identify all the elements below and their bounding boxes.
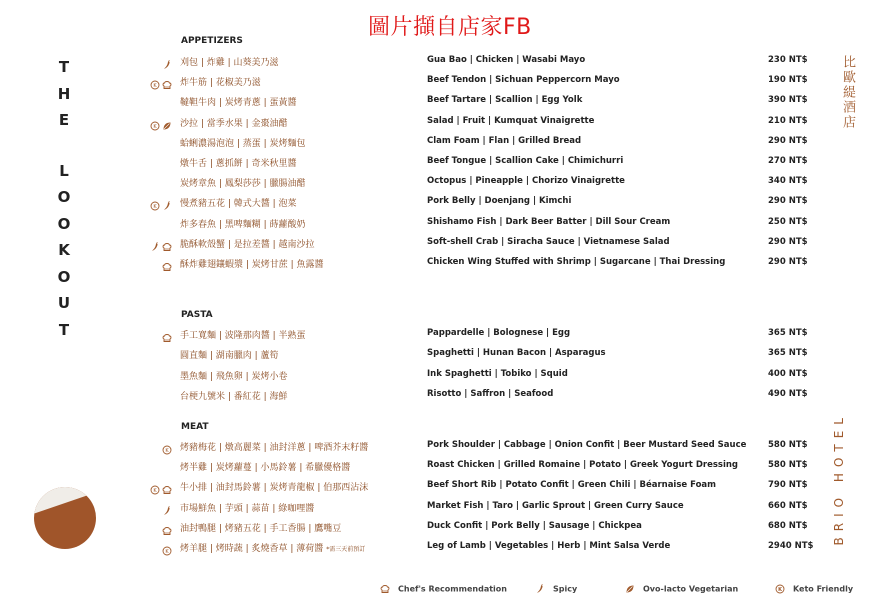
dish-icons <box>140 479 176 495</box>
brand-vertical-title <box>56 54 72 343</box>
spicy-icon <box>162 501 172 511</box>
dish-name-chinese <box>180 541 365 554</box>
dish-icons <box>140 327 176 343</box>
brand-letter: E <box>58 111 70 129</box>
dish-price: 580 NT$ <box>768 440 808 450</box>
dish-icons <box>140 135 176 151</box>
dish-price: 680 NT$ <box>768 520 808 531</box>
brand-letter: H <box>57 84 71 103</box>
dish-icons <box>140 347 176 363</box>
dish-name-chinese-text: 蛤蜊濃湯泡泡 | 蒸蛋 | 炭烤麵包 <box>180 138 306 149</box>
chef-icon <box>380 585 394 594</box>
dish-name-chinese <box>180 389 288 402</box>
svg-text:K: K <box>153 204 157 211</box>
section-title-appetizers: APPETIZERS <box>181 36 243 46</box>
menu-item-row <box>140 135 820 151</box>
dish-price: 400 NT$ <box>768 368 808 379</box>
dish-name-english: Pork Belly | Doenjang | Kimchi <box>427 196 572 207</box>
dish-icons <box>140 236 176 252</box>
dish-icons <box>140 388 176 404</box>
spicy-icon <box>162 55 172 65</box>
dish-name-english: Octopus | Pineapple | Chorizo Vinaigrette <box>427 176 625 187</box>
dish-price: 290 NT$ <box>768 135 808 146</box>
svg-text:K: K <box>153 488 157 495</box>
dish-price: 365 NT$ <box>768 348 808 359</box>
menu-item-row <box>140 155 820 171</box>
section-title-meat: MEAT <box>181 422 209 432</box>
dish-name-english: Beef Tendon | Sichuan Peppercorn Mayo <box>427 75 620 86</box>
keto-icon <box>775 585 789 594</box>
chef-icon <box>162 257 172 267</box>
brand-letter: O <box>57 188 71 206</box>
menu-item-row <box>140 94 820 110</box>
dish-name-english: Salad | Fruit | Kumquat Vinaigrette <box>427 115 595 126</box>
dish-price: 390 NT$ <box>768 95 808 106</box>
dish-name-english: Market Fish | Taro | Garlic Sprout | Green Curry Sauce <box>427 500 684 511</box>
dish-icons <box>140 520 176 536</box>
dish-icons <box>140 54 176 70</box>
dish-name-chinese <box>180 55 279 68</box>
menu-item-row <box>140 74 820 90</box>
dish-name-chinese <box>180 196 297 209</box>
dish-name-english: Shishamo Fish | Dark Beer Batter | Dill Sour Cream <box>427 216 671 227</box>
dish-name-chinese <box>180 116 288 129</box>
dish-name-english: Beef Tongue | Scallion Cake | Chimichurri <box>427 156 624 166</box>
menu-item-row <box>140 520 820 536</box>
dish-price: 660 NT$ <box>768 500 808 511</box>
dish-name-chinese-text: 牛小排 | 油封馬鈴薯 | 炭烤青龍椒 | 伯那西沾沫 <box>180 483 369 494</box>
brand-letter: U <box>57 294 71 312</box>
chef-icon <box>162 521 172 531</box>
dish-name-chinese <box>180 217 306 230</box>
dish-name-chinese <box>180 369 288 382</box>
dish-name-english: Pappardelle | Bolognese | Egg <box>427 328 571 338</box>
menu-item-row <box>140 479 820 495</box>
dish-name-chinese <box>180 480 368 493</box>
dish-name-chinese-text: 慢煮豬五花 | 韓式大醬 | 泡菜 <box>180 199 297 210</box>
dish-price: 580 NT$ <box>768 460 808 471</box>
dish-name-english: Risotto | Saffron | Seafood <box>427 388 554 399</box>
menu-item-row <box>140 388 820 404</box>
dish-icons <box>140 94 176 110</box>
dish-name-chinese <box>180 348 279 361</box>
dish-name-english: Beef Short Rib | Potato Confit | Green Chili | Béarnaise Foam <box>427 480 717 491</box>
dish-name-chinese-text: 烤半雞 | 炭烤蘿蔓 | 小馬鈴薯 | 希臘優格醬 <box>180 463 351 474</box>
dish-price: 290 NT$ <box>768 257 808 267</box>
chef-icon <box>162 480 172 490</box>
dish-name-english: Pork Shoulder | Cabbage | Onion Confit | Beer Mustard Seed Sauce <box>427 440 747 450</box>
dish-name-chinese <box>180 521 341 534</box>
dish-name-chinese-text: 墨魚麵 | 飛魚卵 | 炭烤小卷 <box>180 371 288 382</box>
dish-name-chinese <box>180 95 297 108</box>
dish-name-chinese-text: 燉牛舌 | 蔥抓餅 | 奇米秋里醬 <box>180 159 297 169</box>
keto-icon <box>162 541 172 555</box>
dish-icons <box>140 115 176 131</box>
dish-name-chinese <box>180 257 324 270</box>
svg-text:K: K <box>165 448 169 454</box>
legend-chef: Chef's Recommendation <box>380 584 507 594</box>
menu-item-row <box>140 216 820 232</box>
veg-icon <box>625 585 639 594</box>
keto-icon <box>150 196 160 211</box>
legend-keto: K Keto Friendly <box>775 584 853 594</box>
brand-letter: L <box>59 161 69 180</box>
menu-item-row <box>140 327 820 343</box>
dish-price: 250 NT$ <box>768 216 808 227</box>
icon-legend <box>380 584 860 598</box>
dish-note: *需三天前預訂 <box>326 546 366 553</box>
dish-name-chinese-text: 脆酥軟殼蟹 | 是拉差醬 | 越南沙拉 <box>180 239 315 250</box>
dish-name-chinese-text: 炭烤章魚 | 鳳梨莎莎 | 臘腸油醋 <box>180 179 306 190</box>
dish-name-chinese <box>180 501 314 514</box>
dish-price: 790 NT$ <box>768 480 808 491</box>
dish-name-english: Spaghetti | Hunan Bacon | Asparagus <box>427 348 606 359</box>
chef-icon <box>162 75 172 85</box>
keto-icon <box>150 480 160 495</box>
dish-name-chinese-text: 沙拉 | 當季水果 | 金棗油醋 <box>180 118 288 129</box>
dish-name-chinese <box>180 328 306 341</box>
dish-price: 270 NT$ <box>768 156 808 166</box>
dish-icons <box>140 155 176 171</box>
dish-name-chinese-text: 韃靼牛肉 | 炭烤青蔥 | 蛋黃醬 <box>180 98 297 109</box>
menu-item-row <box>140 500 820 516</box>
legend-vegetarian: Ovo-lacto Vegetarian <box>625 584 738 594</box>
menu-item-row <box>140 175 820 191</box>
menu-item-row <box>140 54 820 70</box>
keto-icon <box>150 75 160 90</box>
brand-letter: T <box>58 320 70 339</box>
dish-price: 290 NT$ <box>768 236 808 247</box>
dish-price: 210 NT$ <box>768 115 808 126</box>
dish-name-chinese-text: 烤羊腿 | 烤時蔬 | 炙燒香草 | 薄荷醬 <box>180 544 324 554</box>
dish-name-chinese-text: 手工寬麵 | 波隆那肉醬 | 半熟蛋 <box>180 331 306 341</box>
decorative-half-circle <box>33 470 97 550</box>
dish-name-english: Ink Spaghetti | Tobiko | Squid <box>427 368 568 379</box>
hotel-name-english: BRIO HOTEL <box>832 412 846 546</box>
dish-price: 340 NT$ <box>768 176 808 187</box>
dish-price: 190 NT$ <box>768 75 808 86</box>
menu-item-row <box>140 195 820 211</box>
menu-item-row <box>140 540 820 556</box>
dish-name-chinese <box>180 237 315 250</box>
menu-item-row <box>140 256 820 272</box>
dish-name-chinese <box>180 136 306 149</box>
dish-name-chinese <box>180 440 368 453</box>
menu-item-row <box>140 347 820 363</box>
dish-name-chinese-text: 炸牛筋 | 花椒美乃滋 <box>180 78 261 89</box>
brand-letter: O <box>57 214 71 233</box>
brand-letter: O <box>57 267 71 286</box>
menu-item-row <box>140 459 820 475</box>
dish-name-english: Gua Bao | Chicken | Wasabi Mayo <box>427 55 586 65</box>
dish-name-english: Clam Foam | Flan | Grilled Bread <box>427 135 582 146</box>
menu-item-row <box>140 236 820 252</box>
hotel-name-chinese: 比歐緹酒店 <box>840 55 855 130</box>
spicy-icon <box>535 585 549 594</box>
spicy-icon <box>150 237 160 247</box>
dish-name-english: Chicken Wing Stuffed with Shrimp | Sugarcane | Thai Dressing <box>427 257 726 267</box>
dish-icons <box>140 368 176 384</box>
dish-icons <box>140 256 176 272</box>
menu-item-row <box>140 368 820 384</box>
dish-name-chinese-text: 烤豬梅花 | 燉高麗菜 | 油封洋蔥 | 啤酒芥末籽醬 <box>180 443 369 453</box>
dish-name-chinese <box>180 176 306 189</box>
dish-icons <box>140 540 176 556</box>
legend-spicy: Spicy <box>535 584 577 594</box>
dish-price: 230 NT$ <box>768 55 808 65</box>
svg-text:K: K <box>153 123 157 130</box>
keto-icon <box>162 440 172 454</box>
svg-text:K: K <box>165 549 169 555</box>
dish-icons <box>140 216 176 232</box>
dish-icons <box>140 195 176 211</box>
keto-icon <box>150 116 160 130</box>
dish-icons <box>140 459 176 475</box>
dish-name-chinese <box>180 460 350 473</box>
dish-icons <box>140 74 176 90</box>
veg-icon <box>162 116 172 126</box>
brand-letter: T <box>58 58 70 76</box>
dish-price: 365 NT$ <box>768 328 808 338</box>
dish-price: 290 NT$ <box>768 196 808 207</box>
dish-name-english: Duck Confit | Pork Belly | Sausage | Chickpea <box>427 520 642 531</box>
dish-name-chinese <box>180 75 261 88</box>
dish-name-chinese-text: 油封鴨腿 | 烤豬五花 | 手工香腸 | 鷹嘴豆 <box>180 523 342 534</box>
brand-letter: K <box>58 241 70 259</box>
dish-price: 2940 NT$ <box>768 541 814 551</box>
dish-name-chinese-text: 台梗九號米 | 番紅花 | 海鮮 <box>180 391 288 402</box>
dish-icons <box>140 175 176 191</box>
chef-icon <box>162 237 172 247</box>
dish-name-english: Soft-shell Crab | Siracha Sauce | Vietnamese Salad <box>427 236 670 247</box>
menu-item-row <box>140 439 820 455</box>
watermark-caption: 圖片擷自店家FB <box>368 15 532 40</box>
dish-name-chinese-text: 炸多春魚 | 黑啤麵糊 | 蒔蘿酸奶 <box>180 219 306 230</box>
dish-name-english: Leg of Lamb | Vegetables | Herb | Mint Salsa Verde <box>427 541 671 551</box>
brand-gap <box>56 134 72 158</box>
svg-text:K: K <box>778 587 782 593</box>
dish-name-english: Beef Tartare | Scallion | Egg Yolk <box>427 95 583 106</box>
dish-price: 490 NT$ <box>768 388 808 399</box>
dish-name-chinese-text: 市場鮮魚 | 芋頭 | 蒜苗 | 綠咖哩醬 <box>180 503 315 514</box>
section-title-pasta: PASTA <box>181 310 213 320</box>
dish-icons <box>140 439 176 455</box>
dish-name-english: Roast Chicken | Grilled Romaine | Potato | Greek Yogurt Dressing <box>427 460 739 471</box>
dish-name-chinese-text: 圓直麵 | 湖南臘肉 | 蘆筍 <box>180 351 279 362</box>
chef-icon <box>162 328 172 338</box>
dish-name-chinese-text: 刈包 | 炸雞 | 山葵美乃滋 <box>180 58 279 68</box>
svg-text:K: K <box>153 83 157 90</box>
menu-item-row <box>140 115 820 131</box>
spicy-icon <box>162 196 172 206</box>
dish-name-chinese-text: 酥炸雞翅鑲蝦漿 | 炭烤甘蔗 | 魚露醬 <box>180 260 324 270</box>
dish-name-chinese <box>180 156 297 169</box>
dish-icons <box>140 500 176 516</box>
